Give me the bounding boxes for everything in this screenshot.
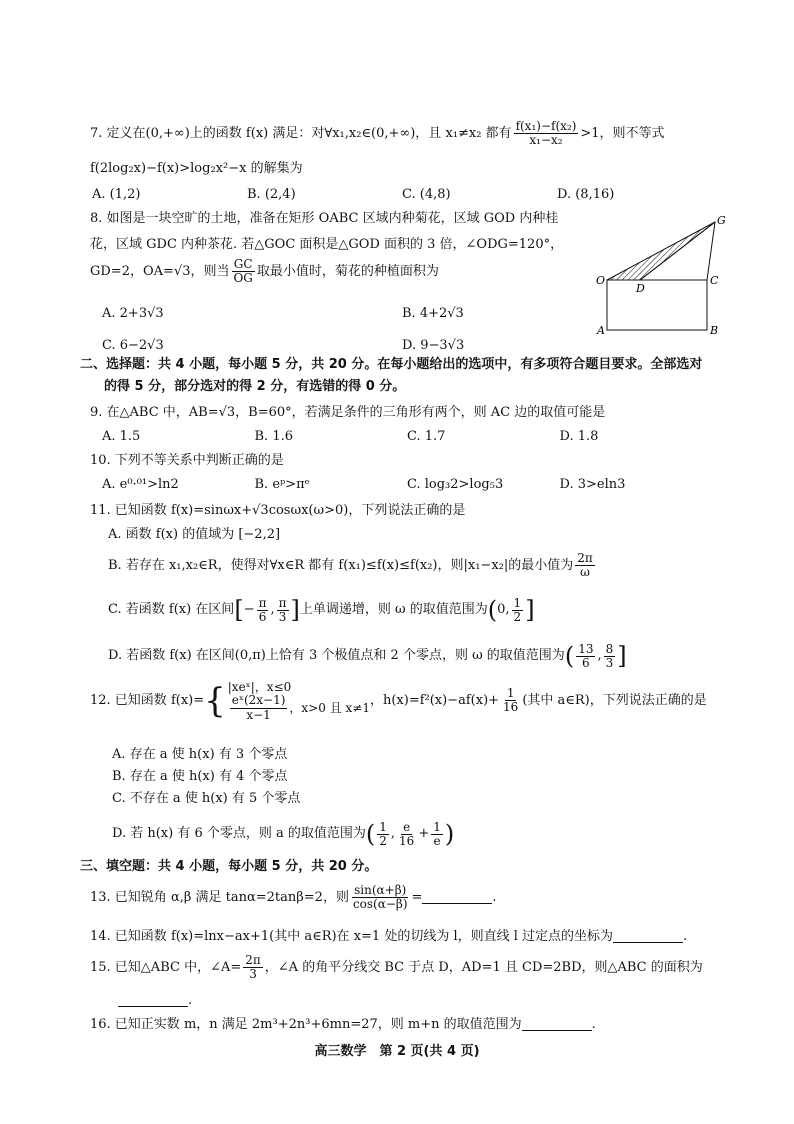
q16-text: 16. 已知正实数 m，n 满足 2m³+2n³+6mn=27，则 m+n 的取值范围为: [90, 1017, 522, 1032]
frac-num: 1: [513, 595, 522, 610]
frac-num: 2π: [577, 551, 593, 565]
region-god: [607, 222, 715, 280]
choice-a: A. e⁰·⁰¹>ln2: [102, 477, 179, 492]
choice-c: C. 1.7: [407, 429, 446, 444]
q7-fraction: [514, 120, 579, 147]
answer-blank[interactable]: [522, 1018, 592, 1031]
q7-text: 7. 定义在(0,+∞)上的函数 f(x) 满足：对∀x₁,x₂∈(0,+∞)，且 x₁≠x₂ 都有: [90, 125, 512, 141]
frac-den: cos(α−β): [352, 897, 408, 912]
frac-den: e: [433, 833, 441, 848]
period: .: [492, 889, 497, 905]
frac-den: 3: [278, 609, 287, 624]
q11-c-text-end: 上单调递增，则 ω 的取值范围为: [299, 602, 488, 618]
frac-den: ω: [580, 565, 590, 580]
q7-line1: [90, 120, 730, 147]
frac-num: eˣ(2x−1): [231, 693, 286, 708]
label-o: O: [596, 274, 606, 287]
answer-blank[interactable]: [613, 930, 683, 943]
choice-d: D. 3>eln3: [559, 477, 626, 492]
choice-d: D. (8,16): [557, 187, 615, 202]
choice-a: A. 1.5: [102, 429, 141, 444]
frac: [576, 643, 595, 670]
frac: [397, 821, 416, 848]
q11-text: 11. 已知函数 f(x)=sinωx+√3cosωx(ω>0)，下列说法正确的是: [90, 503, 466, 518]
choice-a: A. 2+3√3: [102, 306, 164, 321]
label-a: A: [597, 324, 605, 337]
rect-oabc: [607, 280, 707, 330]
frac: [351, 884, 410, 911]
q8-figure: [590, 210, 740, 340]
q14-text: 14. 已知函数 f(x)=lnx−ax+1(其中 a∈R)在 x=1 处的切线为 l，则直线 l 过定点的坐标为: [90, 929, 614, 944]
q12-stem: [90, 680, 740, 722]
frac-den: 3: [249, 967, 257, 982]
region-gdc: [640, 222, 715, 280]
frac-den: 6: [258, 609, 267, 624]
label-g: G: [717, 214, 726, 227]
frac-num: 13: [578, 641, 594, 656]
q15-answer-line: [118, 992, 758, 1010]
bracket: ]: [290, 596, 300, 624]
frac-den: 3: [605, 655, 614, 670]
bracket: (: [564, 642, 575, 670]
frac: [377, 821, 389, 848]
q11-option-a: A. 函数 f(x) 的值域为 [−2,2]: [108, 527, 281, 542]
frac-num: 8: [605, 641, 614, 656]
q13: [90, 884, 730, 911]
frac-num: 1: [433, 819, 441, 834]
frac-num: 1: [506, 686, 515, 701]
case-1: |xeˣ|，x≤0: [227, 680, 292, 694]
choice-b: B. (2,4): [247, 187, 296, 202]
frac-num: sin(α+β): [354, 883, 407, 897]
frac: [431, 821, 443, 848]
bracket: ): [444, 820, 455, 848]
q12-prefix: 12. 已知函数 f(x)=: [90, 693, 205, 709]
frac-den: 16: [399, 833, 415, 848]
page-footer: 高三数学 第 2 页(共 4 页): [314, 1044, 480, 1059]
frac: [501, 687, 520, 714]
q8-text-end: 取最小值时，菊花的种植面积为: [256, 263, 439, 279]
q13-eq: =: [411, 889, 423, 905]
q8-line2: 花，区域 GDC 内种茶花. 若△GOC 面积是△GOD 面积的 3 倍，∠ODG=120°，: [90, 237, 564, 252]
brace: {: [204, 680, 226, 721]
frac: [257, 597, 269, 624]
frac-num: GC: [233, 257, 253, 271]
q11-option-b: [108, 552, 728, 579]
period: .: [188, 993, 193, 1008]
q10-text: 10. 下列不等关系中判断正确的是: [90, 453, 284, 468]
q13-text: 13. 已知锐角 α,β 满足 tanα=2tanβ=2，则: [90, 889, 349, 905]
bracket: [: [234, 596, 244, 624]
frac: [512, 597, 524, 624]
bracket: ]: [617, 642, 627, 670]
choice-c: C. log₃2>log₅3: [407, 477, 504, 492]
frac-den: OG: [233, 271, 253, 286]
q12-mid: ，h(x)=f²(x)−af(x)+: [369, 693, 500, 709]
choice-c: C. 6−2√3: [102, 337, 164, 353]
q12-option-b: B. 存在 a 使 h(x) 有 4 个零点: [112, 769, 288, 784]
q12-option-a: A. 存在 a 使 h(x) 有 3 个零点: [112, 747, 288, 762]
frac-num: 2π: [245, 953, 261, 967]
q11-d-text: D. 若函数 f(x) 在区间(0,π)上恰有 3 个极值点和 2 个零点，则 ω 的取值范围为: [108, 648, 565, 664]
choice-b: B. 4+2√3: [402, 306, 464, 321]
frac-num: π: [258, 595, 267, 610]
frac-num: f(x₁)−f(x₂): [515, 119, 577, 133]
q8-line3: [90, 258, 600, 285]
frac: [277, 597, 289, 624]
frac: [604, 643, 616, 670]
frac-num: 1: [379, 819, 387, 834]
period: .: [591, 1017, 596, 1032]
q12-d-text: D. 若 h(x) 有 6 个零点，则 a 的取值范围为: [112, 826, 366, 842]
frac: [230, 694, 288, 721]
q11-b-text: B. 若存在 x₁,x₂∈R，使得对∀x∈R 都有 f(x₁)≤f(x)≤f(x₂)，则|x₁−x₂|的最小值为: [108, 557, 574, 573]
q12-cases: [228, 680, 370, 722]
section3-title: 三、填空题：共 4 小题，每小题 5 分，共 20 分。: [80, 859, 378, 874]
q15-text: 15. 已知△ABC 中，∠A=: [90, 959, 242, 975]
q11-option-d: D. 若函数 f(x) 在区间(0,π)上恰有 3 个极值点和 2 个零点，则 ω 的取值范围为 ( $\frac{13}{6}$ , $\frac{8}{3}$ ]: [108, 640, 728, 672]
q16: [90, 1016, 730, 1034]
q9-choices: [102, 428, 712, 446]
q15: [90, 954, 740, 981]
choice-a: A. (1,2): [92, 187, 141, 202]
q11-option-c: C. 若函数 f(x) 在区间 [ − $\frac{\pi}{6}$ , $\frac{\pi}{3}$ ] 上单调递增，则 ω 的取值范围为 ( 0, $\frac{1}{2}$ ]: [108, 594, 728, 626]
answer-blank[interactable]: [422, 891, 492, 904]
label-b: B: [710, 324, 719, 337]
q7-line2: f(2log₂x)−f(x)>log₂x²−x 的解集为: [90, 161, 303, 176]
frac-den: 2: [379, 833, 387, 848]
q7-text-end: >1，则不等式: [580, 125, 665, 141]
q11-c-text: C. 若函数 f(x) 在区间: [108, 602, 235, 618]
answer-blank[interactable]: [118, 994, 188, 1007]
q7-choices: [92, 186, 712, 204]
q11-b-fraction: [575, 552, 595, 579]
frac-den: x−1: [246, 707, 271, 722]
bracket: (: [365, 820, 376, 848]
frac-num: e: [403, 819, 411, 834]
frac-num: π: [278, 595, 287, 610]
section2-line2: 的得 5 分，部分选对的得 2 分，有选错的得 0 分。: [104, 379, 406, 394]
q12-option-c: C. 不存在 a 使 h(x) 有 5 个零点: [112, 791, 301, 806]
q14: [90, 928, 730, 946]
q12-suffix: (其中 a∈R)，下列说法正确的是: [522, 693, 707, 709]
q8-line1: 8. 如图是一块空旷的土地，准备在矩形 OABC 区域内种菊花，区域 GOD 内种桂: [90, 211, 559, 226]
frac: [243, 954, 263, 981]
choice-c: C. (4,8): [402, 187, 451, 202]
bracket: (: [487, 596, 498, 624]
case-2: [228, 694, 370, 721]
bracket: ]: [525, 596, 535, 624]
q10-choices: [102, 476, 712, 494]
period: .: [683, 929, 688, 944]
section2-line1: 二、选择题：共 4 小题，每小题 5 分，共 20 分。在每小题给出的选项中，有多项符合题目要求。全部选对: [80, 357, 703, 372]
choice-d: D. 9−3√3: [402, 337, 465, 353]
q8-fraction: [231, 258, 254, 285]
q15-text-end: ，∠A 的角平分线交 BC 于点 D，AD=1 且 CD=2BD，则△ABC 的面积为: [264, 959, 703, 975]
choice-b: B. 1.6: [254, 429, 293, 444]
label-d: D: [636, 282, 645, 295]
frac-den: 2: [513, 609, 522, 624]
q9-text: 9. 在△ABC 中，AB=√3，B=60°，若满足条件的三角形有两个，则 AC 边的取值可能是: [90, 405, 606, 420]
choice-d: D. 1.8: [559, 429, 599, 444]
frac-den: 16: [503, 700, 519, 715]
choice-b: B. eᵖ>πᵉ: [254, 477, 310, 492]
frac-den: 6: [582, 655, 590, 670]
label-c: C: [710, 274, 719, 287]
q12-option-d: D. 若 h(x) 有 6 个零点，则 a 的取值范围为 ( $\frac{1}{2}$ , $\frac{e}{16}$ + $\frac{1}{e}$ ): [112, 818, 712, 850]
q8-text: GD=2，OA=√3，则当: [90, 263, 230, 279]
case-2-cond: ，x>0 且 x≠1: [289, 700, 370, 715]
frac-den: x₁−x₂: [529, 133, 563, 148]
